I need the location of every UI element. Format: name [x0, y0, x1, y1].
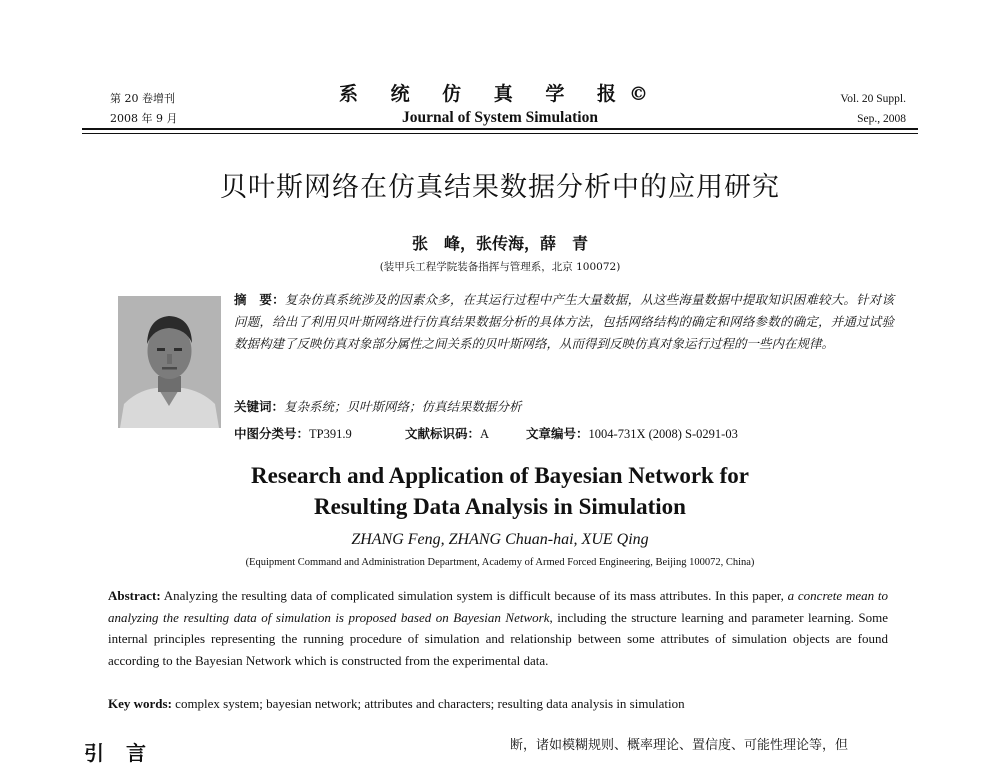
class-value: TP391.9	[309, 427, 352, 441]
abstract-text-en-2: , including the structure learning and parameter learning. Some internal principles representing the running procedure of simulation and relationship between some attributes of simulation objects are found according to the Bayesian Network which is constructed from the experimental data.	[108, 609, 889, 668]
classification-line	[234, 425, 738, 443]
article-no-label: 文章编号：	[526, 426, 589, 441]
abstract-label-en: Abstract:	[108, 588, 161, 603]
doc-code-label: 文献标识码：	[405, 426, 481, 441]
affiliation-en: (Equipment Command and Administration Department, Academy of Armed Forced Engineering, Beijing 100072, China)	[245, 557, 755, 568]
doc-code-value: A	[480, 427, 490, 441]
title-en-line2: Resulting Data Analysis in Simulation	[314, 494, 686, 519]
abstract-text-en-italic: a concrete mean to analyzing the resulting data of simulation is proposed based on Bayesian Network	[108, 588, 888, 625]
keywords-en	[108, 695, 685, 713]
keywords-text-cn: 复杂系统；贝叶斯网络；仿真结果数据分析	[284, 399, 522, 414]
abstract-label-cn: 摘 要：	[234, 292, 285, 307]
abstract-text-cn: 复杂仿真系统涉及的因素众多，在其运行过程中产生大量数据，从这些海量数据中提取知识困难较大。针对该问题，给出了利用贝叶斯网络进行仿真结果数据分析的具体方法，包括网络结构的确定和网络参数的确定，并通过试验数据构建了反映仿真对象部分属性之间关系的贝叶斯网络，从而得到反映仿真对象运行过程的一些内在规律。	[234, 292, 894, 351]
author-photo	[118, 296, 221, 428]
keywords-text-en: complex system; bayesian network; attributes and characters; resulting data analysis in simulation	[171, 696, 685, 711]
volume-en: Vol. 20 Suppl.	[840, 93, 906, 105]
abstract-en	[108, 585, 888, 671]
keywords-label-cn: 关键词：	[234, 399, 285, 414]
date-en: Sep., 2008	[857, 113, 906, 125]
body-text-fragment: 断，诸如模糊规则、概率理论、置信度、可能性理论等，但	[510, 738, 849, 753]
journal-title-en: Journal of System Simulation	[402, 109, 598, 126]
authors-cn: 张 峰，张传海，薛 青	[411, 234, 588, 253]
abstract-cn	[234, 289, 894, 355]
paper-title-en	[0, 460, 1000, 522]
title-en-line1: Research and Application of Bayesian Network for	[251, 463, 749, 488]
header-rule-thick	[82, 128, 918, 130]
header-rule-thin	[82, 133, 918, 134]
affiliation-cn: (装甲兵工程学院装备指挥与管理系，北京 100072)	[379, 261, 621, 273]
article-no-value: 1004-731X (2008) S-0291-03	[588, 427, 738, 441]
authors-en: ZHANG Feng, ZHANG Chuan-hai, XUE Qing	[351, 531, 649, 548]
class-label: 中图分类号：	[234, 426, 310, 441]
journal-title-cn: 系 统 仿 真 学 报©	[338, 83, 662, 105]
paper-title-cn: 贝叶斯网络在仿真结果数据分析中的应用研究	[220, 172, 780, 203]
intro-heading: 引言	[84, 741, 168, 765]
keywords-cn	[234, 398, 522, 416]
date-cn: 2008 年 9 月	[110, 112, 178, 125]
keywords-label-en: Key words:	[108, 696, 172, 711]
volume-cn: 第 20 卷增刊	[110, 92, 175, 105]
abstract-text-en-1: Analyzing the resulting data of complicated simulation system is difficult because of its mass attributes. In this paper,	[160, 588, 788, 603]
